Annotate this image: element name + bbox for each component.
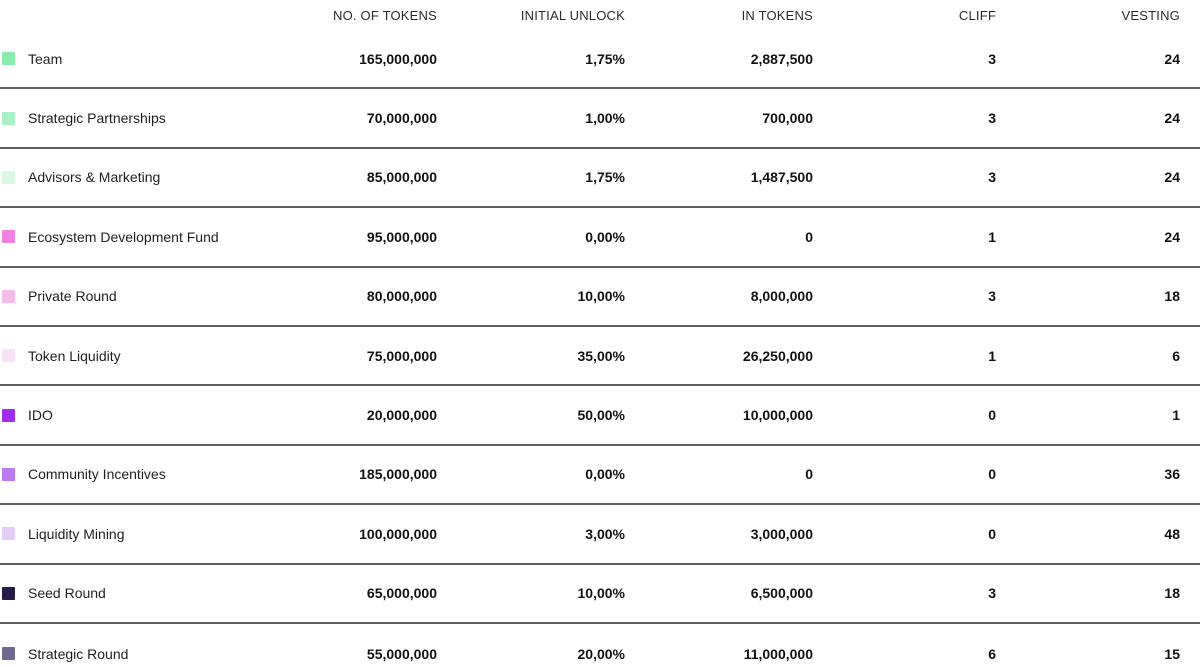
table-row (0, 208, 1200, 267)
allocation-name: Ecosystem Development Fund (28, 228, 219, 245)
vesting-value: 15 (1164, 645, 1180, 662)
vesting-value: 6 (1172, 347, 1180, 364)
allocation-name-cell (0, 110, 300, 126)
table-row (0, 30, 1200, 89)
in-tokens-value: 1,487,500 (750, 169, 813, 186)
no-of-tokens-value: 70,000,000 (366, 110, 437, 127)
allocation-name: Token Liquidity (28, 347, 121, 364)
legend-color-swatch (2, 290, 15, 303)
table-body (0, 30, 1200, 667)
vesting-value: 48 (1164, 525, 1180, 542)
table-row (0, 327, 1200, 386)
legend-color-swatch (2, 52, 15, 65)
initial-unlock-value: 10,00% (577, 585, 625, 602)
initial-unlock-value: 20,00% (577, 645, 625, 662)
no-of-tokens-value: 55,000,000 (366, 645, 437, 662)
legend-color-swatch (2, 409, 15, 422)
allocation-name: Strategic Partnerships (28, 110, 166, 127)
in-tokens-value: 11,000,000 (743, 645, 813, 662)
table-row (0, 149, 1200, 208)
allocation-name-cell (0, 526, 300, 542)
cliff-value: 1 (988, 228, 996, 245)
cliff-value: 0 (988, 407, 996, 424)
table-row (0, 624, 1200, 667)
header-cliff: CLIFF (958, 7, 996, 23)
vesting-value: 24 (1164, 50, 1180, 67)
no-of-tokens-value: 80,000,000 (366, 288, 437, 305)
cliff-value: 0 (988, 466, 996, 483)
legend-color-swatch (2, 230, 15, 243)
table-row (0, 565, 1200, 624)
initial-unlock-value: 0,00% (585, 228, 625, 245)
table-row (0, 268, 1200, 327)
initial-unlock-value: 10,00% (577, 288, 625, 305)
cliff-value: 3 (988, 585, 996, 602)
no-of-tokens-value: 75,000,000 (366, 347, 437, 364)
in-tokens-value: 10,000,000 (742, 407, 813, 424)
header-in-tokens: IN TOKENS (741, 7, 813, 23)
vesting-value: 24 (1164, 110, 1180, 127)
table-header-row (0, 0, 1200, 30)
legend-color-swatch (2, 171, 15, 184)
no-of-tokens-value: 20,000,000 (366, 407, 437, 424)
legend-color-swatch (2, 349, 15, 362)
no-of-tokens-value: 95,000,000 (366, 228, 437, 245)
in-tokens-value: 26,250,000 (742, 347, 813, 364)
allocation-name-cell (0, 169, 300, 185)
no-of-tokens-value: 85,000,000 (366, 169, 437, 186)
table-row (0, 386, 1200, 445)
allocation-name: Strategic Round (28, 645, 129, 662)
allocation-name-cell (0, 288, 300, 304)
allocation-name-cell (0, 51, 300, 67)
header-vesting: VESTING (1121, 7, 1180, 23)
allocation-name: Seed Round (28, 585, 106, 602)
allocation-name: Team (28, 50, 63, 67)
initial-unlock-value: 1,75% (585, 50, 625, 67)
cliff-value: 3 (988, 288, 996, 305)
allocation-name: Private Round (28, 288, 117, 305)
table-row (0, 446, 1200, 505)
allocation-name-cell (0, 348, 300, 364)
table-row (0, 89, 1200, 148)
vesting-value: 1 (1172, 407, 1180, 424)
table-row (0, 505, 1200, 564)
allocation-name-cell (0, 585, 300, 601)
legend-color-swatch (2, 587, 15, 600)
legend-color-swatch (2, 527, 15, 540)
cliff-value: 0 (988, 525, 996, 542)
vesting-value: 18 (1164, 585, 1180, 602)
vesting-value: 36 (1164, 466, 1180, 483)
initial-unlock-value: 35,00% (577, 347, 625, 364)
legend-color-swatch (2, 468, 15, 481)
initial-unlock-value: 0,00% (585, 466, 625, 483)
no-of-tokens-value: 65,000,000 (366, 585, 437, 602)
allocation-name: Community Incentives (28, 466, 166, 483)
legend-color-swatch (2, 647, 15, 660)
initial-unlock-value: 1,75% (585, 169, 625, 186)
in-tokens-value: 0 (805, 228, 813, 245)
header-no-of-tokens: NO. OF TOKENS (333, 7, 437, 23)
legend-color-swatch (2, 112, 15, 125)
no-of-tokens-value: 165,000,000 (359, 50, 437, 67)
cliff-value: 1 (988, 347, 996, 364)
cliff-value: 3 (988, 50, 996, 67)
vesting-value: 24 (1164, 228, 1180, 245)
allocation-name: Advisors & Marketing (28, 169, 161, 186)
vesting-value: 24 (1164, 169, 1180, 186)
no-of-tokens-value: 185,000,000 (359, 466, 437, 483)
initial-unlock-value: 3,00% (585, 525, 625, 542)
allocation-name: IDO (28, 407, 53, 424)
in-tokens-value: 700,000 (762, 110, 813, 127)
cliff-value: 3 (988, 169, 996, 186)
initial-unlock-value: 1,00% (585, 110, 625, 127)
vesting-value: 18 (1164, 288, 1180, 305)
allocation-name: Liquidity Mining (28, 525, 125, 542)
initial-unlock-value: 50,00% (577, 407, 625, 424)
allocation-name-cell (0, 229, 300, 245)
in-tokens-value: 2,887,500 (750, 50, 813, 67)
allocation-name-cell (0, 646, 300, 662)
in-tokens-value: 8,000,000 (750, 288, 813, 305)
allocation-name-cell (0, 466, 300, 482)
in-tokens-value: 0 (805, 466, 813, 483)
cliff-value: 6 (988, 645, 996, 662)
in-tokens-value: 3,000,000 (750, 525, 813, 542)
header-initial-unlock: INITIAL UNLOCK (520, 7, 625, 23)
no-of-tokens-value: 100,000,000 (359, 525, 437, 542)
allocation-name-cell (0, 407, 300, 423)
cliff-value: 3 (988, 110, 996, 127)
in-tokens-value: 6,500,000 (750, 585, 813, 602)
